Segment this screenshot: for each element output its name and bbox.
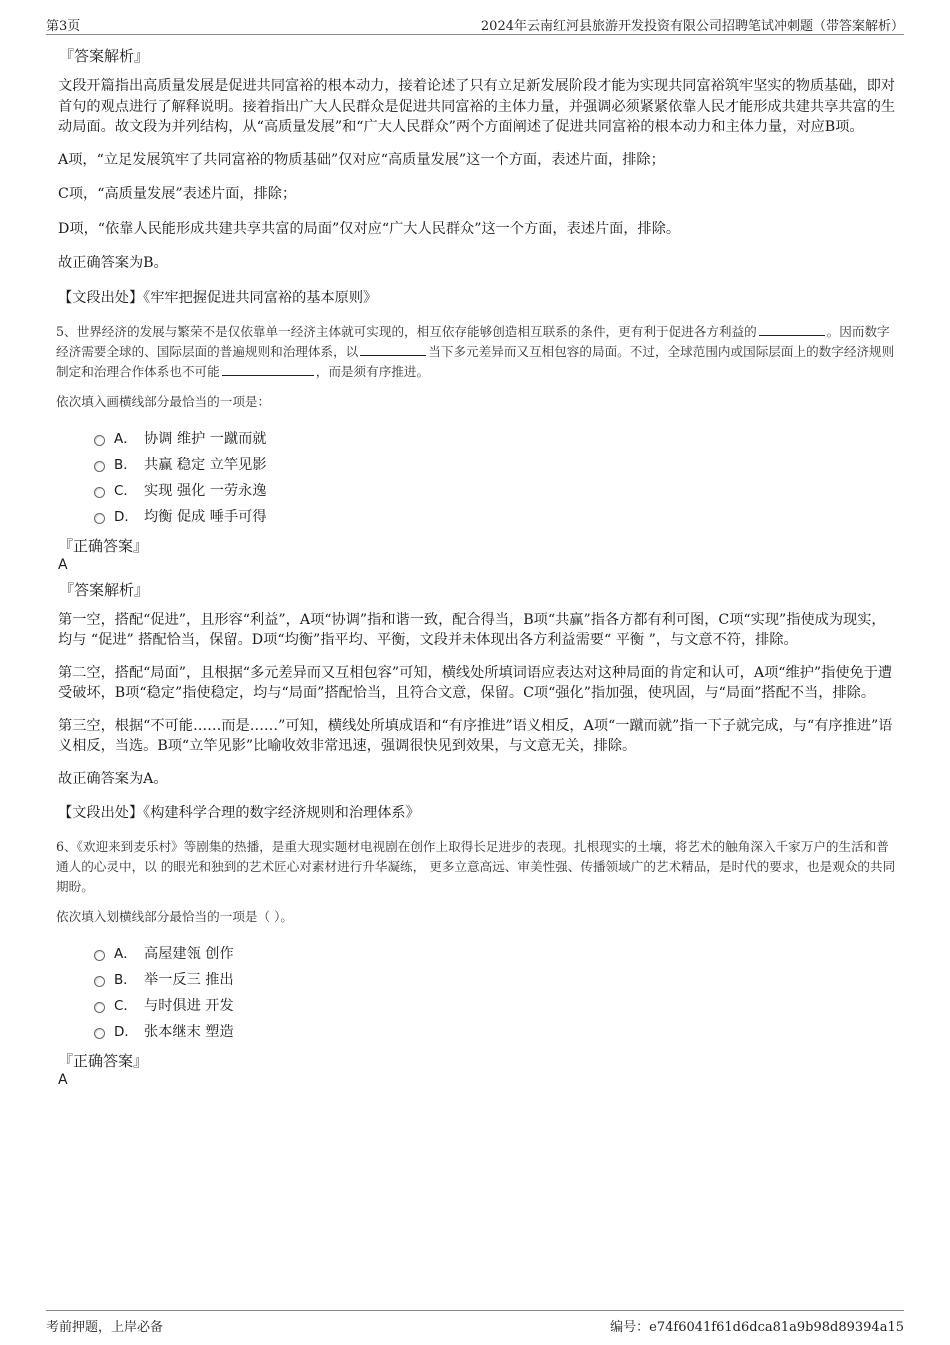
page-header <box>46 14 904 35</box>
radio-icon[interactable] <box>94 513 105 524</box>
radio-icon[interactable] <box>94 487 105 498</box>
radio-icon[interactable] <box>94 976 105 987</box>
q6-answer-label: 『正确答案』 <box>58 1052 149 1070</box>
q5-instruction: 依次填入画横线部分最恰当的一项是： <box>56 393 271 409</box>
q5-options <box>94 426 898 530</box>
q4-source: 【文段出处】《牢牢把握促进共同富裕的基本原则》 <box>58 289 378 306</box>
q6-option-d[interactable]: D． 张本继末 塑造 <box>94 1019 898 1045</box>
q5-option-d[interactable]: D． 均衡 促成 唾手可得 <box>94 504 898 530</box>
q6-option-a[interactable]: A． 高屋建瓴 创作 <box>94 941 898 967</box>
q5-blank-2 <box>360 342 426 356</box>
q5-stem-part: 当下多元差异而又互相包容的局面。不过，全球范围内或国际层面上的数字经济规则制定和治理合作体系也不可能 <box>56 343 895 379</box>
radio-icon[interactable] <box>94 461 105 472</box>
q4-analysis-option-c: C项，“高质量发展”表述片面，排除； <box>58 186 297 202</box>
q5-analysis-label: 『答案解析』 <box>59 580 150 599</box>
q4-analysis-option-a: A项，“立足发展筑牢了共同富裕的物质基础”仅对应“高质量发展”这一个方面，表述片面，排除； <box>58 151 665 168</box>
radio-icon[interactable] <box>94 950 105 961</box>
q5-blank-3 <box>222 362 314 376</box>
q5-answer: A <box>58 556 68 573</box>
q4-conclusion: 故正确答案为B。 <box>58 255 168 271</box>
q6-option-b[interactable]: B． 举一反三 推出 <box>94 967 898 993</box>
q5-option-b[interactable]: B． 共赢 稳定 立竿见影 <box>94 452 898 478</box>
q5-blank-1 <box>759 322 825 336</box>
document-title: 2024年云南红河县旅游开发投资有限公司招聘笔试冲刺题（带答案解析） <box>480 19 904 34</box>
page-content <box>56 46 898 1095</box>
q5-answer-label: 『正确答案』 <box>58 536 149 555</box>
q6-option-c[interactable]: C． 与时俱进 开发 <box>94 993 898 1019</box>
q5-option-c[interactable]: C． 实现 强化 一劳永逸 <box>94 478 898 504</box>
q5-stem <box>56 322 898 382</box>
footer-slogan: 考前押题，上岸必备 <box>46 1320 164 1335</box>
radio-icon[interactable] <box>94 435 105 446</box>
radio-icon[interactable] <box>94 1002 105 1013</box>
q5-stem-part: ，而是须有序推进。 <box>315 363 430 379</box>
page-number: 第3页 <box>46 19 81 34</box>
q6-stem: 6、《欢迎来到麦乐村》等剧集的热播，是重大现实题材电视剧在创作上取得长足进步的表现。扎根现实的土壤，将艺术的触角深入千家万户的生活和普通人的心灵中，以 的眼光和独到的艺术匠心对素材进行升华凝练， 更多立意高远、审美性强、传播领域广的艺术精品，是时代的要求，也是观众的共同期盼。 <box>56 839 896 894</box>
q5-stem-part: 。因而数字经济需要全球的、国际层面的普遍规则和治理体系，以 <box>56 323 890 359</box>
q5-source: 【文段出处】《构建科学合理的数字经济规则和治理体系》 <box>58 805 420 821</box>
q6-options <box>94 941 898 1045</box>
radio-icon[interactable] <box>94 1028 105 1039</box>
q5-conclusion: 故正确答案为A。 <box>58 770 168 787</box>
q4-analysis-label: 『答案解析』 <box>59 47 150 65</box>
page-footer <box>46 1310 904 1335</box>
q5-analysis-blank-2: 第二空，搭配“局面”，且根据“多元差异而又互相包容”可知，横线处所填词语应表达对这种局面的肯定和认可，A项“维护”指使免于遭受破坏，B项“稳定”指使稳定，均与“局面”搭配恰当，且符合文意，保留。C项“强化”指加强，使巩固，与“局面”搭配不当，排除。 <box>58 664 893 701</box>
q5-analysis-blank-1: 第一空，搭配“促进”，且形容“利益”，A项“协调”指和谐一致，配合得当，B项“共赢”指各方都有利可图，C项“实现”指使成为现实，均与 “促进” 搭配恰当，保留。D项“均衡”指平均、平衡，文段并未体现出各方利益需要“ 平衡 ”，与文意不符，排除。 <box>58 611 886 648</box>
q6-instruction: 依次填入划横线部分最恰当的一项是（ ）。 <box>56 909 293 924</box>
q5-analysis-blank-3: 第三空，根据“不可能……而是……”可知，横线处所填成语和“有序推进”语义相反，A项“一蹴而就”指一下子就完成，与“有序推进”语义相反，当选。B项“立竿见影”比喻收效非常迅速，强调很快见到效果，与文意无关，排除。 <box>58 717 893 754</box>
q6-answer: A <box>58 1072 68 1088</box>
q4-analysis-option-d: D项，“依靠人民能形成共建共享共富的局面”仅对应“广大人民群众”这一个方面，表述片面，排除。 <box>58 220 681 237</box>
q5-stem-part: 5、世界经济的发展与繁荣不是仅依靠单一经济主体就可实现的，相互依存能够创造相互联系的条件，更有利于促进各方利益的 <box>56 323 757 339</box>
document-code: 编号：e74f6041f61d6dca81a9b98d89394a15 <box>610 1320 904 1335</box>
q4-analysis-paragraph: 文段开篇指出高质量发展是促进共同富裕的根本动力，接着论述了只有立足新发展阶段才能为实现共同富裕筑牢坚实的物质基础，即对首句的观点进行了解释说明。接着指出广大人民群众是促进共同富裕的主体力量，并强调必须紧紧依靠人民才能形成共建共享共富的生动局面。故文段为并列结构，从“高质量发展”和“广大人民群众”两个方面阐述了促进共同富裕的根本动力和主体力量，对应B项。 <box>58 78 896 135</box>
q5-option-a[interactable]: A． 协调 维护 一蹴而就 <box>94 426 898 452</box>
